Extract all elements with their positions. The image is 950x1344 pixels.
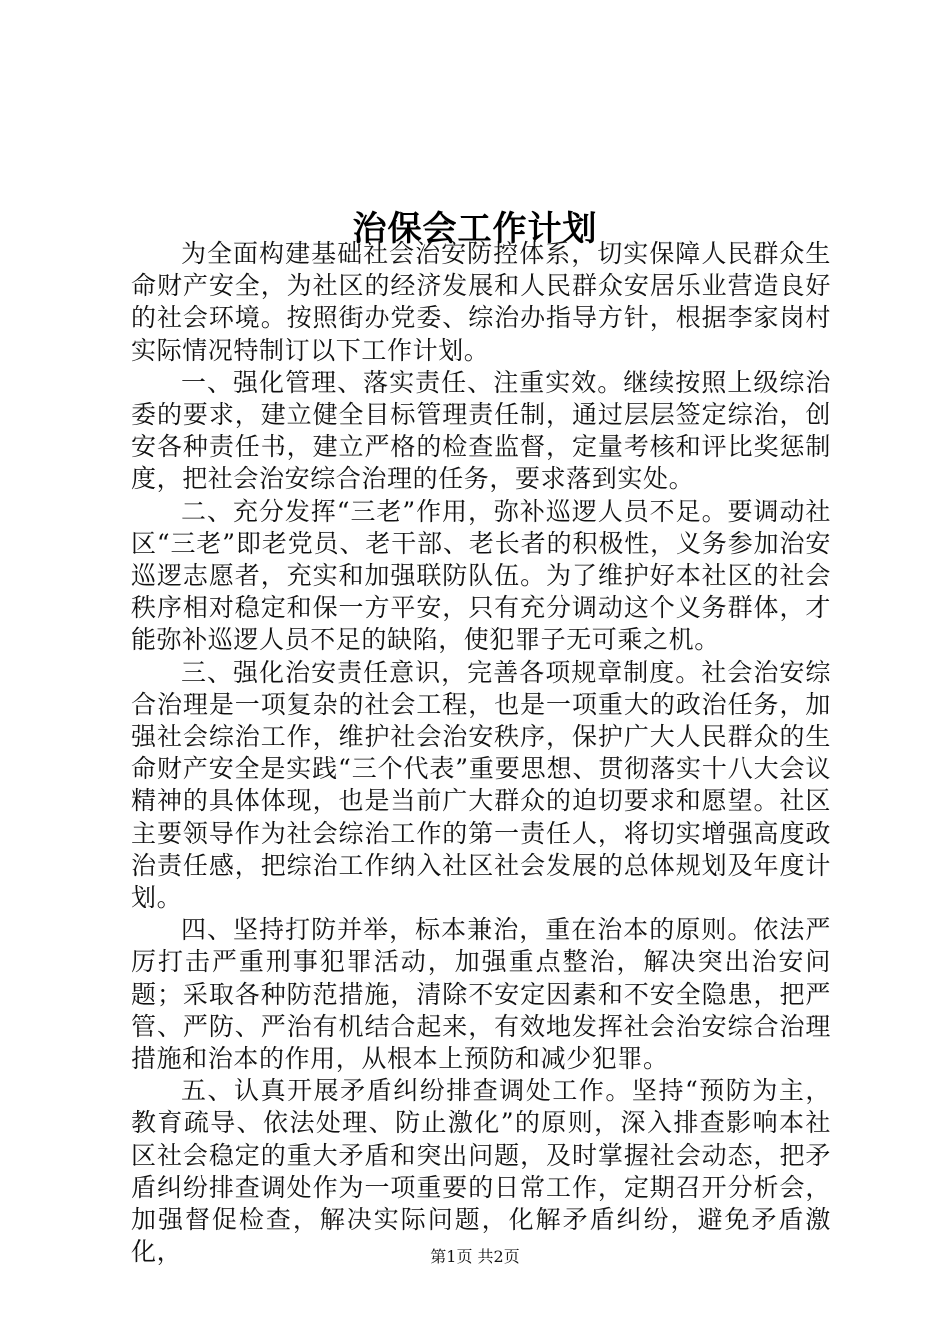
paragraph-section-4: 四、坚持打防并举，标本兼治，重在治本的原则。依法严厉打击严重刑事犯罪活动，加强重点整治，解决突出治安问题；采取各种防范措施，清除不安定因素和不安全隐患，把严管、严防、严治有机结合起来，有效地发挥社会治安综合治理措施和治本的作用，从根本上预防和减少犯罪。 — [131, 915, 831, 1074]
paragraph-intro: 为全面构建基础社会治安防控体系，切实保障人民群众生命财产安全，为社区的经济发展和人民群众安居乐业营造良好的社会环境。按照街办党委、综治办指导方针，根据李家岗村实际情况特制订以下工作计划。 — [131, 239, 831, 365]
page-footer: 第1页 共2页 — [430, 1247, 520, 1266]
paragraph-section-3: 三、强化治安责任意识，完善各项规章制度。社会治安综合治理是一项复杂的社会工程，也是一项重大的政治任务，加强社会综治工作，维护社会治安秩序，保护广大人民群众的生命财产安全是实践“三个代表”重要思想、贯彻落实十八大会议精神的具体体现，也是当前广大群众的迫切要求和愿望。社区主要领导作为社会综治工作的第一责任人，将切实增强高度政治责任感，把综治工作纳入社区社会发展的总体规划及年度计划。 — [131, 657, 831, 913]
paragraph-section-5: 五、认真开展矛盾纠纷排查调处工作。坚持“预防为主，教育疏导、依法处理、防止激化”的原则，深入排查影响本社区社会稳定的重大矛盾和突出问题，及时掌握社会动态，把矛盾纠纷排查调处作为一项重要的日常工作，定期召开分析会，加强督促检查，解决实际问题，化解矛盾纠纷，避免矛盾激化， — [131, 1076, 831, 1267]
paragraph-section-2: 二、充分发挥“三老”作用，弥补巡逻人员不足。要调动社区“三老”即老党员、老干部、老长者的积极性，义务参加治安巡逻志愿者，充实和加强联防队伍。为了维护好本社区的社会秩序相对稳定和保一方平安，只有充分调动这个义务群体，才能弥补巡逻人员不足的缺陷，使犯罪子无可乘之机。 — [131, 496, 831, 655]
paragraph-section-1: 一、强化管理、落实责任、注重实效。继续按照上级综治委的要求，建立健全目标管理责任制，通过层层签定综治，创安各种责任书，建立严格的检查监督，定量考核和评比奖惩制度，把社会治安综合治理的任务，要求落到实处。 — [131, 367, 831, 494]
document-body — [131, 238, 831, 1269]
page-title: 治保会工作计划 — [352, 208, 598, 249]
